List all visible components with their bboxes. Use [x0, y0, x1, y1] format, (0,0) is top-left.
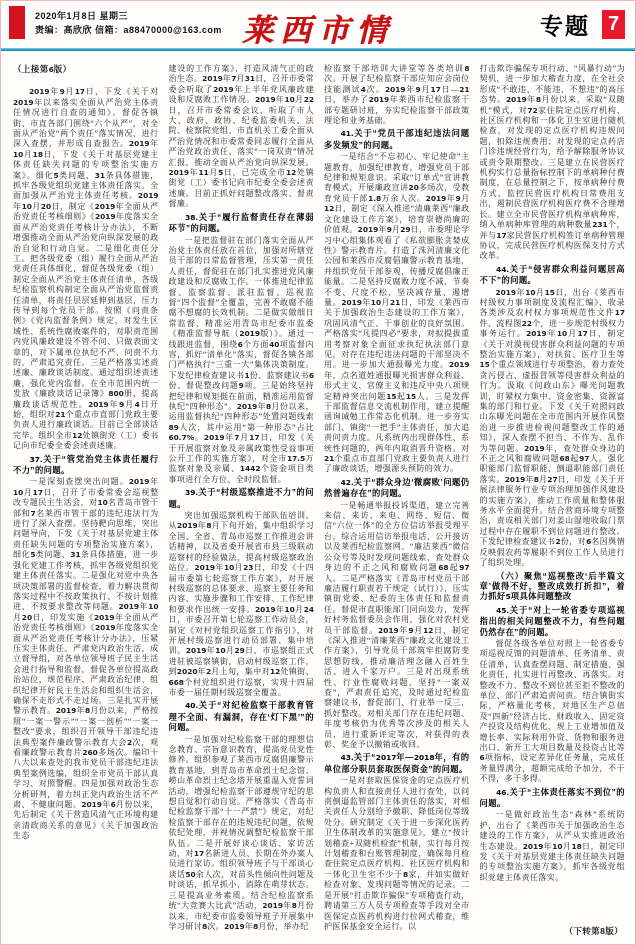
page-number-badge: 7	[602, 10, 625, 39]
sub-heading: （六）聚焦“巡视整改‘后半篇文章’做得不好，整改成效打折扣”，着力抓好5项具体问题整改	[479, 570, 625, 602]
section-heading: 41.关于“党员干部违纪违法问题多发频发”的问题。	[324, 128, 470, 150]
text-column-3	[324, 64, 470, 936]
section-label: 专题	[540, 13, 590, 39]
section-heading: 42.关于“群众身边‘微腐败’问题仍然普遍存在”的问题。	[324, 476, 470, 499]
article-paragraph-continued: 检监察干部培训大讲堂等各类培训8次。开展了纪检监察干部应知应会岗位技能测试4次。2019年9月17日—21日，举办了2019年莱西市纪检监察干部专题研讨班，夯实纪检监察干部政策理论和业务基础。	[324, 64, 470, 126]
section-heading: 39.关于“村级巡察推进不力”的问题。	[168, 487, 314, 509]
article-paragraph-continued: 建设的工作方案》，打造风清气正的政治生态。2019年7月31日，召开市委常委会听取了2019年上半年党风廉政建设和反腐败工作情况。2019年10月22日，召开市委常委会议，听取了市人大、政府、政协、纪委监委机关、法院、检察院党组、市直机关工委全面从严治党情况和市委常委同志履行全面从严治党政治责任、落实“一岗双责”情况汇报，推动全面从严治党向纵深发展。2019年11月5日，已完成全市12处镇街党（工）委书记向市纪委全委会述责述廉。目前正抓好问题整改落实、督责督廉。	[168, 64, 314, 209]
section-heading: 46.关于“主体责任落实不到位”的问题。	[479, 786, 625, 809]
section-heading: 37.关于“管党治党主体责任履行不力”的问题。	[13, 453, 159, 476]
article-paragraph: 一是畅通举报投诉渠道，建立完善来信、来访、来电、网络、短信、微信“六位一体”的全方位信访举报受理平台，综合运用信访举报电话、公开接访以及莱西纪检监察网、“廉洁莱西”微信公众号等及时发现问题线索，查处群众身边的不正之风和腐败问题68起97人。二是严格落实《青岛市村党员干部廉洁履行职责若干规定（试行）》，压实镇街党委、纪委的主体责任和监督责任。督促市直职能部门同向发力，发挥好村务监督委员会作用，强化对农村党员干部监督。2019年9月12日，制定《深入推进“清廉莱西”廉政文化建设工作方案》，引导党员干部筑牢拒腐防变思想防线，推动廉洁理念融入百姓生活、进入千家万户。三是对出现系统性、行业性腐败问题，坚持“一案双查”，严肃责任追究，及时通过纪检监察建议书，督促部门、行业举一反三，抓好整改。对相关部门存在违纪问题、年度考核仍为优秀等次涉及的相关人员，进行重新评定等次，对获得的表彰、奖金予以撤销或收回。	[324, 500, 470, 749]
text-column-4	[480, 64, 626, 936]
section-heading: 45.关于“对上一轮省委专项巡视指出的相关问题整改不力，有些问题仍然存在”的问题。	[479, 604, 625, 637]
editor-line: 责编：高欣欣 信箱：a88470000@163.com	[35, 25, 222, 35]
section-heading: 38.关于“履行监督责任存在薄弱环节”的问题。	[168, 211, 314, 234]
article-paragraph: 突出加强巡察机构干部队伍培训。从2019年8月下旬开始，集中组织学习全国、全省、青岛市巡察工作推进会讲话精神，以及省委开展省市县三级联动巡察村的经验做法，提高村级巡察政治站位。2019年10月23日，印发《十四届市委第七轮巡察工作方案》，对开展村级巡察的总体要求、巡察主要任务和内容、实施步骤和工作安排、工作纪律和要求作出统一安排。2019年10月24日，市委召开第七轮巡察工作动员会，制定《对村党组织巡察工作指引》，对开展村级巡察进行动员部署、集中培训。2019年10月29日，市巡察组正式进驻被巡察镇街，启动村级巡察工作，到2020年2月上旬，集中对12处镇街、668个村党组织进行巡察，实现十四届市委一届任期村级巡察全覆盖。	[168, 511, 314, 697]
section-heading: 43.关于“2017年—2018年，有的单位部分职员套取医保资金”的问题。	[324, 752, 470, 774]
article-paragraph: 一是结合“不忘初心、牢记使命”主题教育，加强纪律教育，增强党员干部纪律和规矩意识。采取“订单式”宣讲教育模式，开展廉政宣讲20多场次，受教育党员干部1.8万余人次。2019年9月12日，制定《深入推进“清廉莱西”廉政文化建设工作方案》，培育崇德尚廉的价值观。2019年9月29日，市委理论学习中心组集体观看了《私欲膨胀贪婪成性》警示教育片。打造了洙河清廉文化公园和莱西市反腐倡廉警示教育基地，并组织党员干部参观，传播反腐倡廉正能量。二是坚持反腐败力度不减、节奏不变、尺度不松，坚决减存量、遏增量。2019年10月21日，印发《莱西市关于加强政治生态建设的工作方案》，巩固风清气正、干事创业的良好氛围。严格落实“凡提四必”要求，对拟提拔重用考察对象全面征求执纪执法部门意见，对存在违纪违法问题的干部坚决不用。进一步加大通报曝光力度。2019年，点名道姓通报曝光损害群众利益、形式主义、官僚主义和违反中央八项规定精神突出问题15起15人。三是发挥干部监督信息交流机制作用，建立提醒函询诫勉工作常态化机制。进一步夯实部门、镇街“一把手”主体责任，加大追责问责力度。凡系统内出现群体性、系统性问题的，两年内取消晋升资格。对21个重点市直部门党政主要负责人进行了廉政谈话，增强源头预防的效力。	[324, 152, 470, 474]
article-paragraph: 督促各级各单位对照上一轮省委专项巡视反馈的问题清单、任务清单、责任清单，认真查摆问题、制定措施、强化责任，扎实进行再整改、再落实。对整改不力、整改不到位甚至拒不整改的单位、部门严肃追责问责。结合镇街实际，严格量化考核，对地区生产总值及“四新”经济占比、财政收入、固定资产投资及结构优化、规上工业增加值及增长率、实际利用外资、货物和服务进出口、新开工大项目数量及投资占比等6项指标，设定差异化任务量，完成任务量得满分，超额完成给予加分，不干不得，多干多得。	[479, 638, 625, 784]
masthead-title: 莱西市情	[242, 13, 394, 49]
section-heading: 40.关于“对纪检监察干部教育管理不全面、有漏洞，存在‘灯下黑’”的问题。	[168, 700, 314, 733]
text-column-1	[13, 64, 159, 936]
header-right	[540, 8, 625, 41]
continuation-top-marker: （上接第6版）	[13, 64, 72, 74]
article-paragraph: 2019年9月17日，下发《关于对2019年以来落实全面从严治党主体责任情况进行自查的通知》。督促各镇街、市直各部门围绕“六个从严”，对全面从严治党“两个责任”落实情况，进行深入查摆，并形成自查报告。2019年10月18日，下发《关于对基层党建主体责任缺失问题的专项整治实施方案》。细化5类问题、31条具体措施，抓牢各级党组织党建主体责任落实。全面加强从严治党主体责任考核。2019年10月20日，制定《2019年全面从严治党责任考核细则》《2019年度落实全面从严治党责任考核计分办法》，不断增强推动全面从严治党向纵深发展的政治自觉和行动自觉。二是细化责任分工。把各级党委（组）履行全面从严治党责任具体细化，督促各级党委（组）制定全面从严治党主体责任清单，各级纪检监察机构制定全面从严治党监督责任清单，将责任层层延伸到基层，压力传导到每个党员干部。按照《问责条例》《党内监督条例》规定，对发生区域性、系统性腐败案件的，对职责范围内党风廉政建设不管不问、只做表面文章的，对下属单位执纪不严、问责不力的，严肃追究责任。三是严格落实述责述廉、廉政谈话制度。通过组织述责述廉，强化党内监督。在全市范围内统一发放《廉政谈话记录簿》800册，提高廉政谈话规范性。2019年9月4日开始，组织对21个重点市直部门党政主要负责人进行廉政谈话。目前已全部谈话完毕。组织全市12处镇街党（工）委书记向市纪委全委会述责述廉。	[13, 87, 159, 451]
date-line: 2020年1月8日 星期三	[35, 11, 129, 21]
article-paragraph: 一是深刻查摆突出问题。2019年10月17日，召开了市委常委会巡视整改专题民主生活会，对10名青岛市管干部和7名莱西市管干部的违纪违法行为进行了深入查摆。坚持靶向思维，突出问题导向，下发《关于对基层党建主体责任缺失问题的专项整治实施方案》，细化5类问题、31条具体措施，进一步强化党建工作考核，抓牢各级党组织党建主体责任落实。二是强化对党中央各项决策部署的监督检查，着力解决贯彻落实过程中不按政策执行、不按计划推进、不按要求整改等问题。2019年10月20日，印发实施《2019年全面从严治党责任考核细则》《2019年度落实全面从严治党责任考核计分办法》，压紧压实主体责任。严肃党内政治生活，成立督导组，对各单位领导班子民主生活会进行指导和监督，督促各单位提高政治站位，规范程序、严肃政治纪律、组织纪律开好民主生活会和组织生活会，确保不走形式不走过场。三是扎实开展警示教育。2019年8月份以来，严格按照“一案一警示”“一案一剖析”“一案一整改”要求，组织召开领导干部违纪违法典型案件廉政警示教育大会2次，观看廉政警示教育片260多场次。编印十八大以来查处的我市党员干部违纪违法典型案例选编，组织全市党员干部认真学习、对照警醒。四是加强对政治生态分析研判，着力纠正党内政治生活不严肃、不健康问题。2019年6月份以来，先后制定《关于营造风清气正环境构建亲清政商关系的意见》《关于加强政治生态	[13, 477, 159, 841]
article-paragraph: 2019年10月15日，出台《莱西市村级权力事项制度及流程汇编》，收录各类涉及农村权力事项规范性文件17件、流程图22个，进一步规范村级权力事务运行。2019年10月17日，制定《关于对漠视侵害群众利益问题的专项整治实施方案》，对扶贫、医疗卫生等15个重点领域进行专项整治，着力查处贪污侵占、虚报冒领等侵害群众利益的行为。汲取《问政山东》曝光问题教训，盯紧权力集中、资金密集、资源富集的部门和行业。下发《关于对照问政山东曝光问题在全市范围内开展作风整治进一步推进检视问题整改工作的通知》，深入查摆不担当、不作为、乱作为等问题。2019年，查处群众身边的不正之风和腐败问题68起97人。强化职能部门监督职能，倒逼职能部门责任落实。2019年8月27日，印发《关于开展法律服务行业专项治理加强作风建设的实施方案》，推动工作质量和整体服务水平全面提升。结合营商环境专项整治，责成相关部门对姜山湿地收取门票过程中存在履职不到位问题进行整改。下发纪律检查建议书2份，对6名因舆情反映假农药等履职不到位工作人员进行了组织处理。	[479, 287, 625, 568]
page-header	[1, 1, 635, 49]
article-paragraph: 一是做好政治生态“森林”系统防护，出台了《莱西市关于加强政治生态建设的工作方案》，从严从实推进政治生态建设。2019年10月18日，制定印发《关于对基层党建主体责任缺失问题的专项整治实施方案》，抓牢各级党组织党建主体责任落实。	[479, 810, 625, 882]
article-paragraph: 一是加强对纪检监察干部的理想信念教育、宗旨意识教育，提高党员党性修养。组织参观了莱西市反腐倡廉警示教育基地，到青岛市革命烈士纪念馆、崂山革命烈士纪念塔开展重温入党誓词活动，增强纪检监察干部遵规守纪的思想自觉和行动自觉。严格落实《青岛市纪检监察干部“十一严禁”》规定，对纪检监察干部存在的违规违纪问题，依规依纪处理，并视情况调整纪检监察干部队伍。二是开展好谈心谈话、家访活动，对17名新进人员、长期在外办案人员进行家访。组织领导班子与干部谈心谈话50余人次，对苗头性倾向性问题及时谈话，抓早抓小，消除在萌芽状态。三是提高业务素质。结合纪检监察系统“大竞赛大比武”活动，2019年8月份以来，市纪委市监委领导班子开展集中学习研讨8次。2019年8月份，举办纪	[168, 734, 314, 931]
text-column-2	[169, 64, 315, 936]
continuation-bottom-marker: （下转第8版）	[560, 926, 623, 936]
section-heading: 44.关于“侵害群众利益问题居高不下”的问题。	[479, 263, 625, 286]
article-paragraph: 一是把监督驻在部门落实全面从严治党主体责任放在首位，加强对所辖党员干部的日常监督管理，压实第一责任人责任，督促驻在部门扎实推进党风廉政建设和反腐败工作。一体推进纪律监督、监察监督、派驻监督、巡视监督“四个监督”全覆盖，完善不敢腐不能腐不想腐的长效机制。二是做实做细日常监督，精准运用青岛市纪委市监委《精准监督导航（2019版）》。通过一线跟进监督，围绕6个方面40项监督内容，抓好“清单化”落实，督促各镇各部门严格执行“三重一大”集体决策制度。下发纪律检查建议书1份、监察建议书6份、督促整改问题9项。三是始终坚持把纪律和规矩挺在前面，精准运用监督执纪“四种形态”。2019年8月份以来，运用监督执纪“四种形态”处置问题线索89人次，其中运用“第一种形态”占比60.7%。2019年7月17日，印发《关于开展监察对象及亲属政策性受益事项公开工作的实施方案》，对全市17.5万监察对象及亲属、1442个资金项目类事项进行全方位、全时段监督。	[168, 235, 314, 484]
article-paragraph-continued: 打击欺诈骗保专项行动、“风暴行动”为契机，进一步加大稽查力度，在全社会形成“不敢违、不能违、不想违”的高压态势。2019年8月份以来，采取“双随机”模式，对72家住院定点医疗机构、社区医疗机构和一体化卫生室进行随机检查，对发现的定点医疗机构违规问题，扣除违规费用；对发现的定点药店门诊违规经营行为，给予解除服务协议或责令限期整改。三是建立在民营医疗机构实行总量指标控制下的单病种付费制度，在总量控制之下，按单病种付费方式，监控民营医疗机构日常费用支出，遏制民营医疗机构医疗费不合理增长。建立全市民营医疗机构单病种库，纳入单病种库管理的病种数量231个，并与17家民营医疗机构签订单病种管理协议，完成民营医疗机构医保支付方式改革。	[479, 64, 625, 261]
article-paragraph: 一是对套取医保资金的定点医疗机构负责人和直接责任人进行查处，以问责倒逼监管部门主体责任的落实，对相关责任人分别给予撤职、降低岗位等级处分。研究制定《关于进一步深化医药卫生体制改革的实施意见》，建立“按计划稽查+双随机检查”机制，实行每月按计划稽查和台账管理制度，确保每月检查住院定点医疗机构、社区医疗机构和一体化卫生室不少于8家，并如实做好检查对象、发现问题等情况的记录。二是开展“打击欺诈骗保”专项稽查行动，聘请第三方人员专项检查等手段对全市医保定点医药机构进行拉网式稽查，维护医保基金安全运行。以	[324, 776, 470, 931]
article-body	[1, 51, 635, 944]
